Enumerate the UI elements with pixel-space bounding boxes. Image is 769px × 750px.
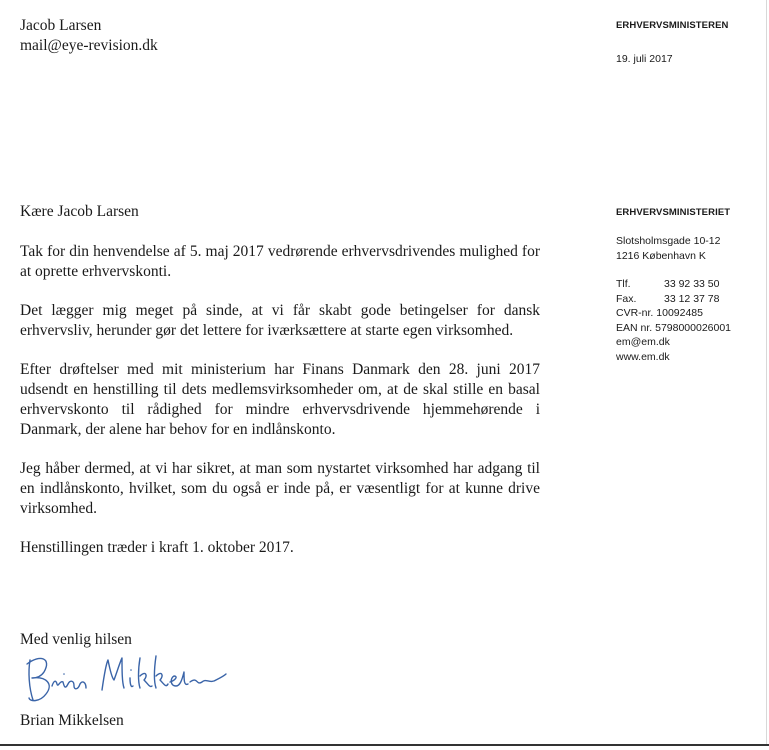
cvr-label: CVR-nr. (616, 307, 654, 319)
letter-date: 19. juli 2017 (616, 53, 673, 65)
letter-greeting: Kære Jacob Larsen (20, 203, 139, 220)
letter-paragraph: Henstillingen træder i kraft 1. oktober 2017. (20, 539, 294, 556)
contact-street: Slotsholmsgade 10-12 (616, 235, 721, 247)
fax-label: Fax. (616, 292, 637, 305)
contact-ean (616, 321, 731, 336)
ean-label: EAN nr. (616, 321, 653, 334)
contact-ministry: ERHVERVSMINISTERIET (616, 207, 731, 218)
letter-paragraph: Jeg håber dermed, at vi har sikret, at man som nystartet virksomhed har adgang til en indlånskonto, hvilket, som du også er inde på, er væsentligt for at kunne drive virksomhed. (20, 460, 540, 517)
handwritten-signature (20, 650, 230, 708)
contact-details (616, 277, 731, 364)
page-edge-right (766, 0, 767, 744)
letter-body (20, 202, 540, 558)
sender-block (20, 16, 158, 56)
contact-block (616, 207, 731, 364)
cvr-value: 10092485 (656, 307, 703, 319)
contact-city: 1216 København K (616, 249, 706, 262)
contact-fax (616, 292, 731, 307)
letter-paragraph: Det lægger mig meget på sinde, at vi får skabt gode betingelser for dansk erhvervsliv, herunder gør det lettere for iværksættere at starte egen virksomhed. (20, 302, 540, 339)
letter-paragraph: Efter drøftelser med mit ministerium har Finans Danmark den 28. juni 2017 udsendt en henstilling til dets medlemsvirksomheder om, at de skal stille en basal erhvervskonto til rådighed for mindre erhvervsdrivende hjemmehørende i Danmark, der alene har behov for en indlånskonto. (20, 361, 540, 438)
letter-closing: Med venlig hilsen (20, 631, 132, 648)
ean-value: 5798000026001 (655, 321, 732, 334)
contact-email: em@em.dk (616, 336, 670, 348)
sender-email: mail@eye-revision.dk (20, 37, 158, 54)
phone-label: Tlf. (616, 278, 631, 290)
contact-phone (616, 277, 731, 292)
signatory-name: Brian Mikkelsen (20, 712, 124, 729)
sender-name: Jacob Larsen (20, 17, 102, 34)
fax-value: 33 12 37 78 (664, 292, 720, 305)
header-ministry: ERHVERVSMINISTEREN (616, 20, 729, 31)
page-edge-bottom (0, 744, 769, 746)
letter-paragraph: Tak for din henvendelse af 5. maj 2017 vedrørende erhvervsdrivendes mulighed for at oprette erhvervskonti. (20, 243, 540, 280)
contact-cvr (616, 306, 731, 321)
contact-address (616, 234, 731, 263)
contact-web: www.em.dk (616, 350, 670, 363)
phone-value: 33 92 33 50 (664, 278, 720, 290)
